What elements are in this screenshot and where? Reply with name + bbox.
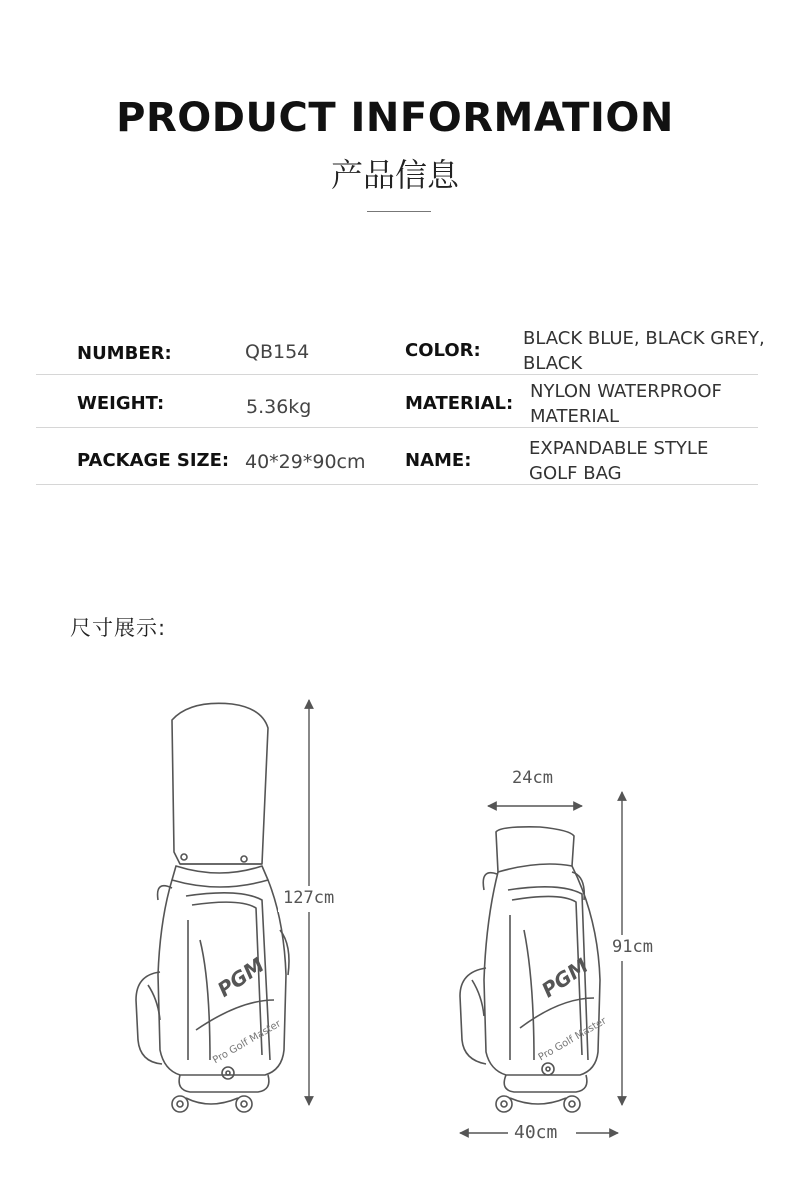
bag1-height-label: 127cm	[283, 888, 335, 908]
bag2-base-width-label: 40cm	[514, 1122, 558, 1143]
weight-value: 5.36kg	[246, 396, 312, 418]
pgm-logo-bag2: PGM	[537, 953, 593, 1003]
name-label: NAME:	[405, 450, 472, 471]
number-label: NUMBER:	[77, 343, 172, 364]
name-value: EXPANDABLE STYLE GOLF BAG	[529, 438, 709, 484]
page-subtitle: 产品信息	[330, 156, 459, 194]
pgm-logo-bag1: PGM	[212, 952, 269, 1002]
weight-label: WEIGHT:	[77, 393, 165, 414]
bag2-height-label: 91cm	[612, 937, 653, 957]
color-value: BLACK BLUE, BLACK GREY, BLACK	[523, 328, 765, 374]
page-title: PRODUCT INFORMATION	[116, 95, 674, 141]
golf-bag-expanded	[136, 703, 289, 1112]
bag2-top-width-label: 24cm	[512, 768, 553, 788]
package-size-value: 40*29*90cm	[245, 451, 366, 473]
brand-text-bag2: Pro Golf Master	[536, 1015, 609, 1064]
material-label: MATERIAL:	[405, 393, 514, 414]
color-label: COLOR:	[405, 340, 481, 361]
package-size-label: PACKAGE SIZE:	[77, 450, 230, 471]
brand-text-bag1: Pro Golf Master	[211, 1018, 283, 1067]
material-value: NYLON WATERPROOF MATERIAL	[530, 381, 722, 427]
number-value: QB154	[245, 341, 310, 363]
dimensions-section-label: 尺寸展示:	[70, 616, 167, 640]
